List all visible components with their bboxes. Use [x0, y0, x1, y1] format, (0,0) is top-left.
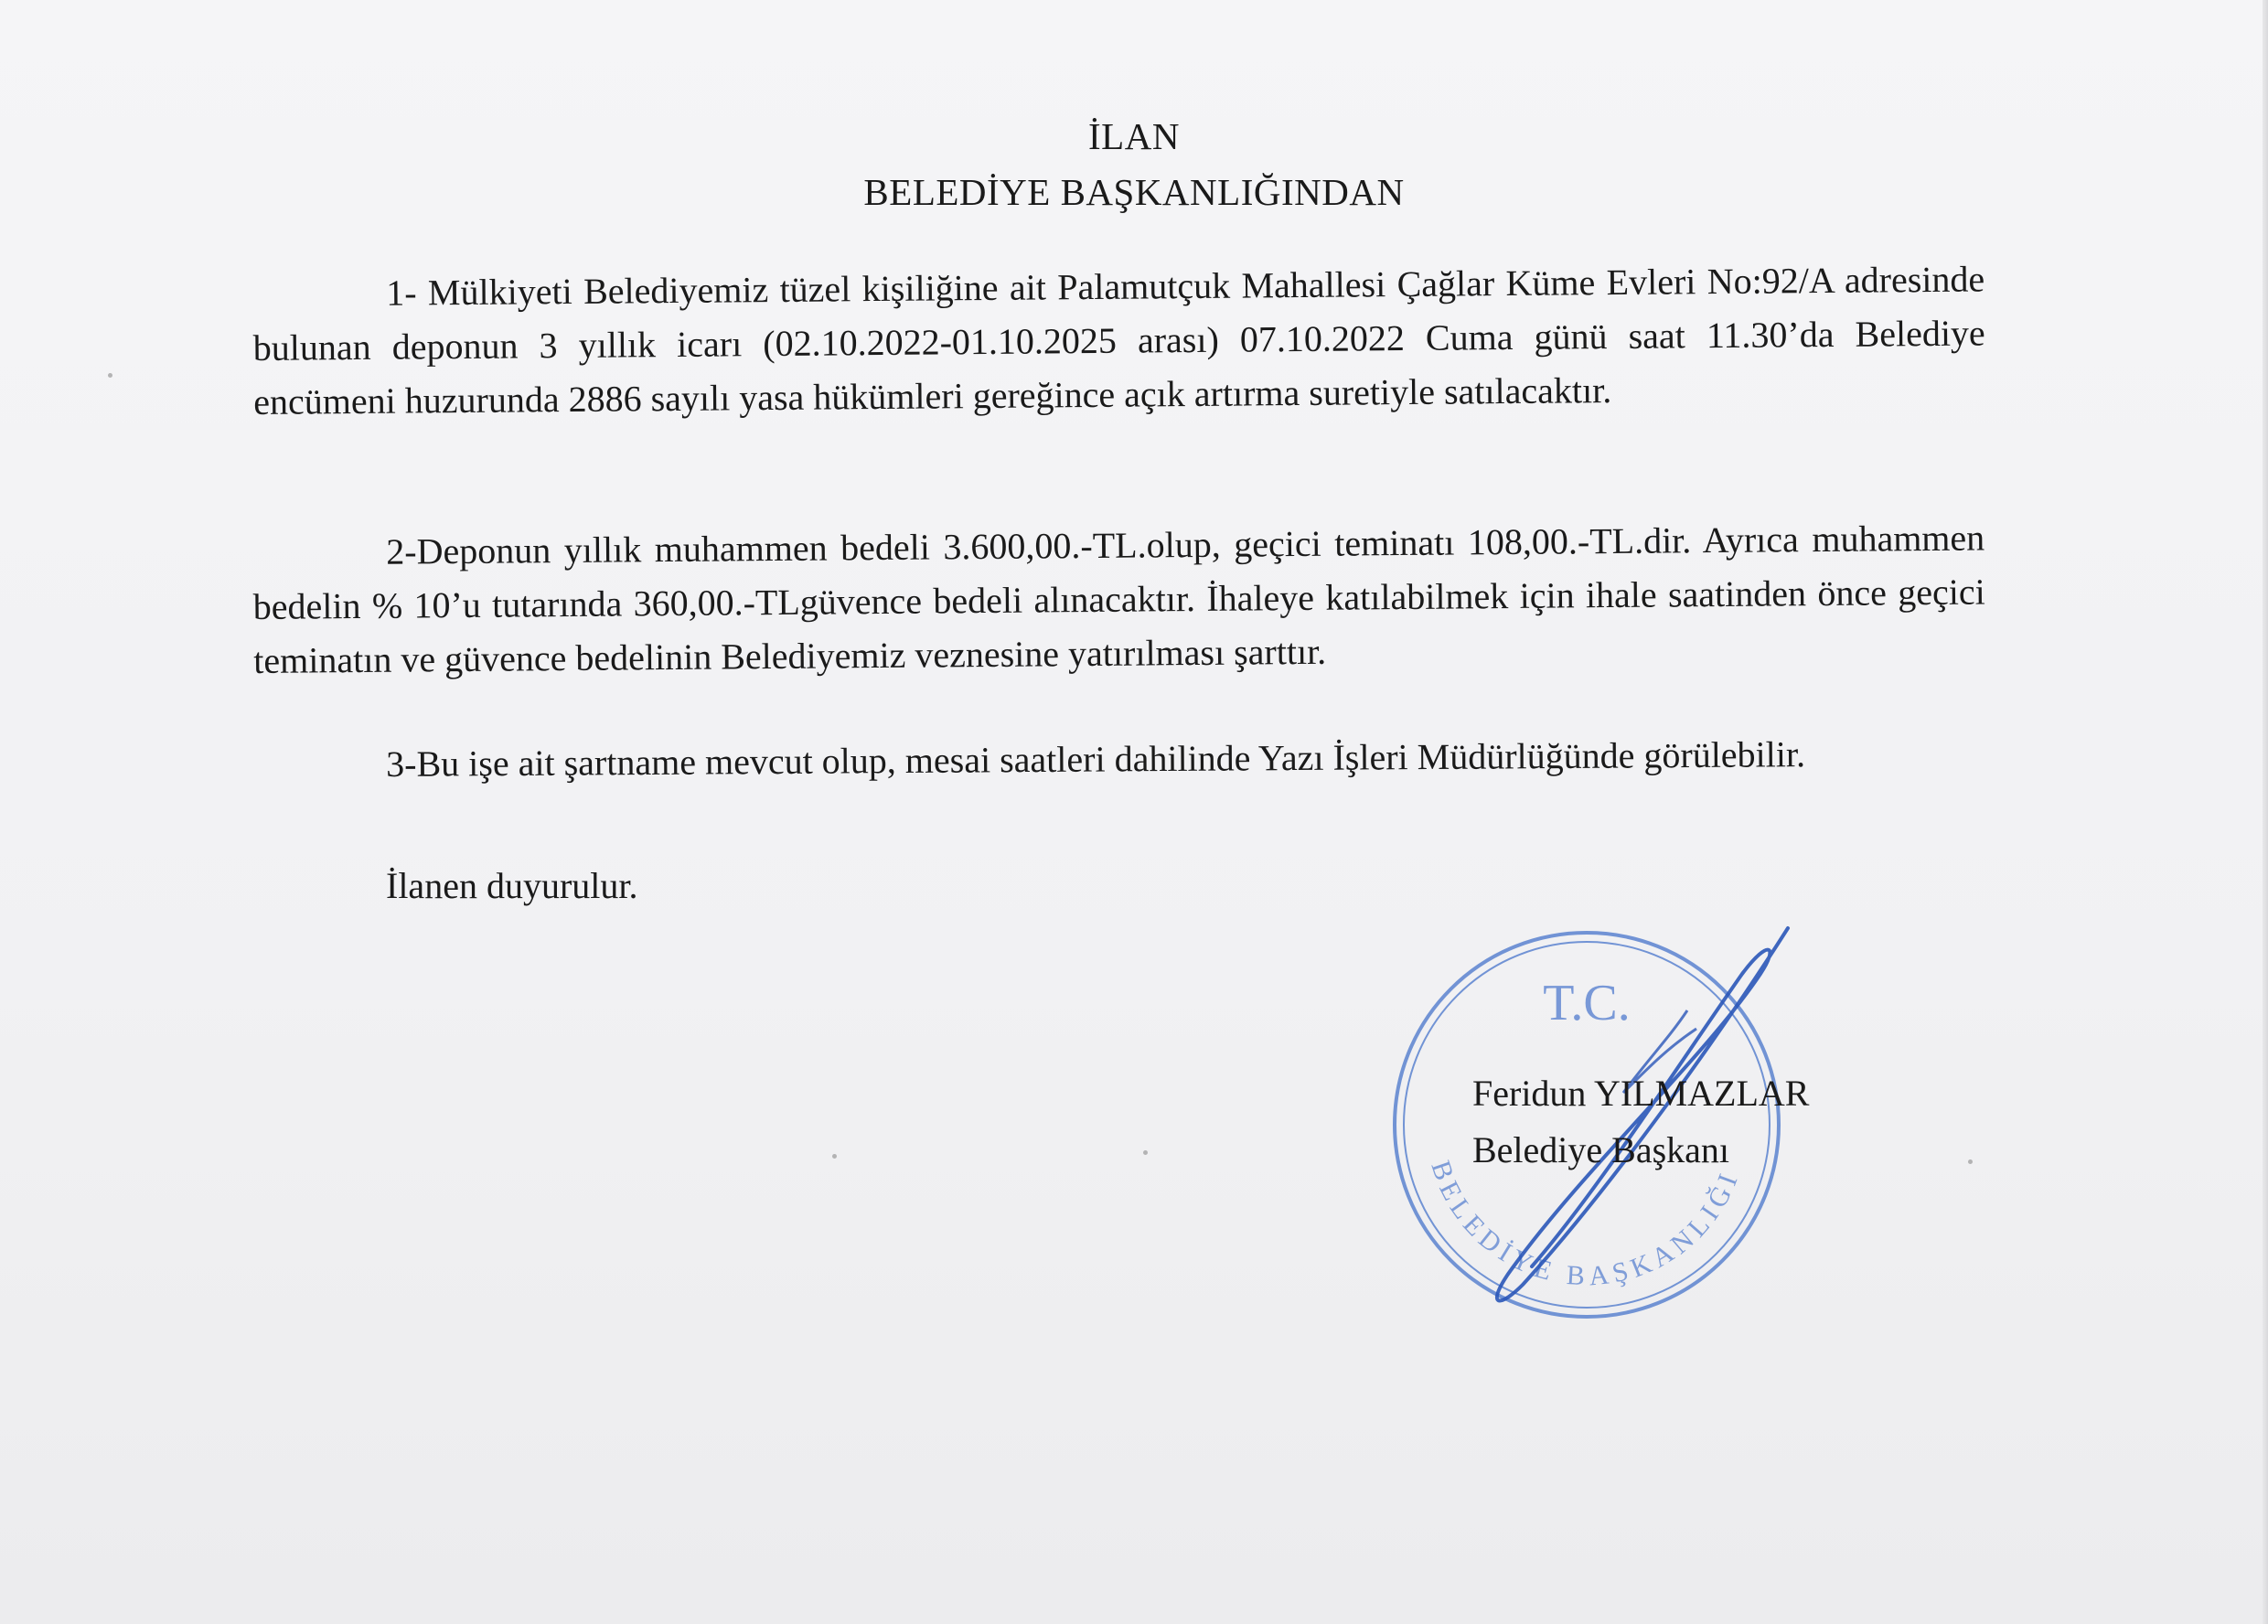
paragraph-2: 2-Deponun yıllık muhammen bedeli 3.600,00.-TL.olup, geçici teminatı 108,00.-TL.dir. Ayrıca muhammen bedelin % 10’u tutarında 360,00.-TLgüvence bedeli alınacaktır. İhaleye katılabilmek için ihale saatinden önce geçici teminatın ve güvence bedelinin Belediyemiz veznesine yatırılması şarttır. — [252, 517, 1985, 681]
paragraph-3: 3-Bu işe ait şartname mevcut olup, mesai saatleri dahilinde Yazı İşleri Müdürlüğünde görülebilir. — [386, 733, 1806, 785]
document-title: İLAN — [1088, 115, 1180, 157]
signatory-name: Feridun YILMAZLAR — [1472, 1073, 1810, 1114]
scan-speck — [108, 373, 112, 378]
page-edge-shadow — [2263, 0, 2268, 1624]
signature-block — [1472, 1065, 1809, 1179]
paragraph-1: 1- Mülkiyeti Belediyemiz tüzel kişiliğine ait Palamutçuk Mahallesi Çağlar Küme Evleri No:92/A adresinde bulunan deponun 3 yıllık icarı (02.10.2022-01.10.2025 arası) 07.10.2022 Cuma günü saat 11.30’da Belediye encümeni huzurunda 2886 sayılı yasa hükümleri gereğince açık artırma suretiyle satılacaktır. — [252, 258, 1985, 422]
stamp-ring-textpath: BELEDİYE BAŞKANLIĞI — [1425, 1157, 1746, 1292]
scan-speck — [1968, 1159, 1973, 1164]
closing-line: İlanen duyurulur. — [386, 865, 638, 906]
scan-speck — [1143, 1150, 1148, 1155]
signatory-title: Belediye Başkanı — [1472, 1129, 1730, 1170]
scan-speck — [832, 1154, 837, 1159]
issuer-heading: BELEDİYE BAŞKANLIĞINDAN — [863, 171, 1405, 213]
stamp-top-text: T.C. — [1543, 975, 1631, 1031]
